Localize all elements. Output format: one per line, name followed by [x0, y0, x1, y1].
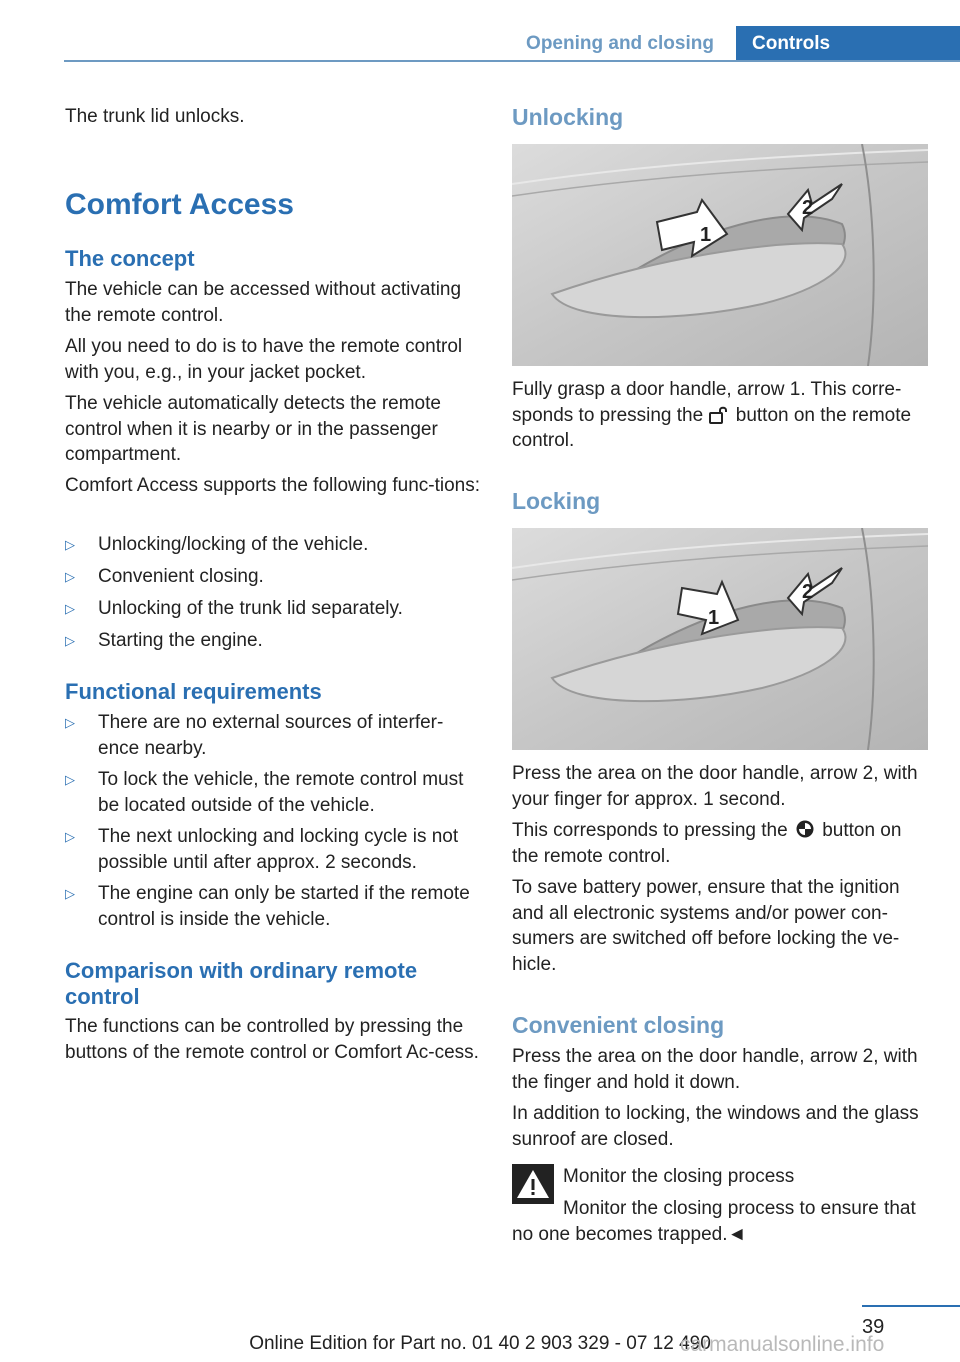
- bullet-triangle-icon: ▷: [65, 569, 75, 584]
- intro-text: The trunk lid unlocks.: [65, 106, 245, 127]
- list-item: ▷ Unlocking/locking of the vehicle.: [65, 532, 482, 558]
- warning-text: Monitor the closing process to ensure that no one becomes trapped.◄: [512, 1198, 916, 1245]
- lock-logo-icon: [793, 819, 817, 839]
- convenient-closing-heading: Convenient closing: [512, 1012, 725, 1038]
- concept-paragraph-3: The vehicle automatically detects the remote control when it is nearby or in the passenger compartment.: [65, 393, 441, 465]
- unlocking-paragraph: Fully grasp a door handle, arrow 1. This corre-sponds to pressing the button on the remote control.: [512, 379, 912, 451]
- bullet-triangle-icon: ▷: [65, 829, 75, 844]
- door-handle-unlocking-figure: [512, 144, 928, 366]
- header-rule: [64, 60, 960, 62]
- warning-title: Monitor the closing process: [563, 1166, 795, 1187]
- bullet-triangle-icon: ▷: [65, 601, 75, 616]
- door-handle-locking-figure: [512, 528, 928, 750]
- locking-paragraph-3: To save battery power, ensure that the ignition and all electronic systems and/or power con-sumers are switched off before locking the ve-hicle.: [512, 877, 900, 975]
- list-item: ▷ To lock the vehicle, the remote control must be located outside of the vehicle.: [65, 767, 482, 818]
- bullet-triangle-icon: ▷: [65, 715, 75, 730]
- watermark-text: carmanualsonline.info: [680, 1333, 885, 1356]
- comparison-paragraph: The functions can be controlled by pressing the buttons of the remote control or Comfort Ac-cess.: [65, 1016, 479, 1063]
- arrow-2-label: 2: [802, 197, 814, 219]
- concept-heading: The concept: [65, 246, 195, 271]
- concept-paragraph-2: All you need to do is to have the remote control with you, e.g., in your jacket pocket.: [65, 336, 463, 383]
- convenient-paragraph-2: In addition to locking, the windows and the glass sunroof are closed.: [512, 1103, 919, 1150]
- locking-heading: Locking: [512, 488, 601, 514]
- concept-paragraph-1: The vehicle can be accessed without activating the remote control.: [65, 279, 462, 326]
- list-item: ▷ Convenient closing.: [65, 564, 482, 590]
- concept-paragraph-4: Comfort Access supports the following func-tions:: [65, 475, 481, 496]
- requirements-heading: Functional requirements: [65, 679, 322, 704]
- list-item: ▷ The engine can only be started if the remote control is inside the vehicle.: [65, 881, 482, 932]
- arrow-1-label: 1: [708, 607, 720, 629]
- list-item: ▷ The next unlocking and locking cycle is not possible until after approx. 2 seconds.: [65, 824, 482, 875]
- header-section-title: Opening and closing: [526, 33, 714, 54]
- bullet-triangle-icon: ▷: [65, 886, 75, 901]
- list-item: ▷ Unlocking of the trunk lid separately.: [65, 596, 482, 622]
- comparison-heading: Comparison with ordinary remote control: [65, 958, 418, 1009]
- header-chapter-tab: Controls: [736, 26, 960, 62]
- unlocking-heading: Unlocking: [512, 104, 624, 130]
- list-item: ▷ Starting the engine.: [65, 628, 482, 654]
- bullet-triangle-icon: ▷: [65, 537, 75, 552]
- list-item: ▷ There are no external sources of interfer-ence nearby.: [65, 710, 482, 761]
- bullet-triangle-icon: ▷: [65, 633, 75, 648]
- page-number: 39: [862, 1316, 885, 1338]
- unlock-icon: [708, 406, 730, 424]
- edition-text: Online Edition for Part no. 01 40 2 903 329 - 07 12 490: [249, 1333, 711, 1354]
- locking-paragraph-2: This corresponds to pressing the button on the remote control.: [512, 820, 902, 867]
- comfort-access-title: Comfort Access: [65, 188, 294, 221]
- footer-rule: [862, 1305, 960, 1307]
- bullet-triangle-icon: ▷: [65, 772, 75, 787]
- arrow-1-label: 1: [700, 224, 712, 246]
- convenient-paragraph-1: Press the area on the door handle, arrow 2, with the finger and hold it down.: [512, 1046, 918, 1093]
- locking-paragraph-1: Press the area on the door handle, arrow 2, with your finger for approx. 1 second.: [512, 763, 918, 810]
- arrow-2-label: 2: [802, 581, 814, 603]
